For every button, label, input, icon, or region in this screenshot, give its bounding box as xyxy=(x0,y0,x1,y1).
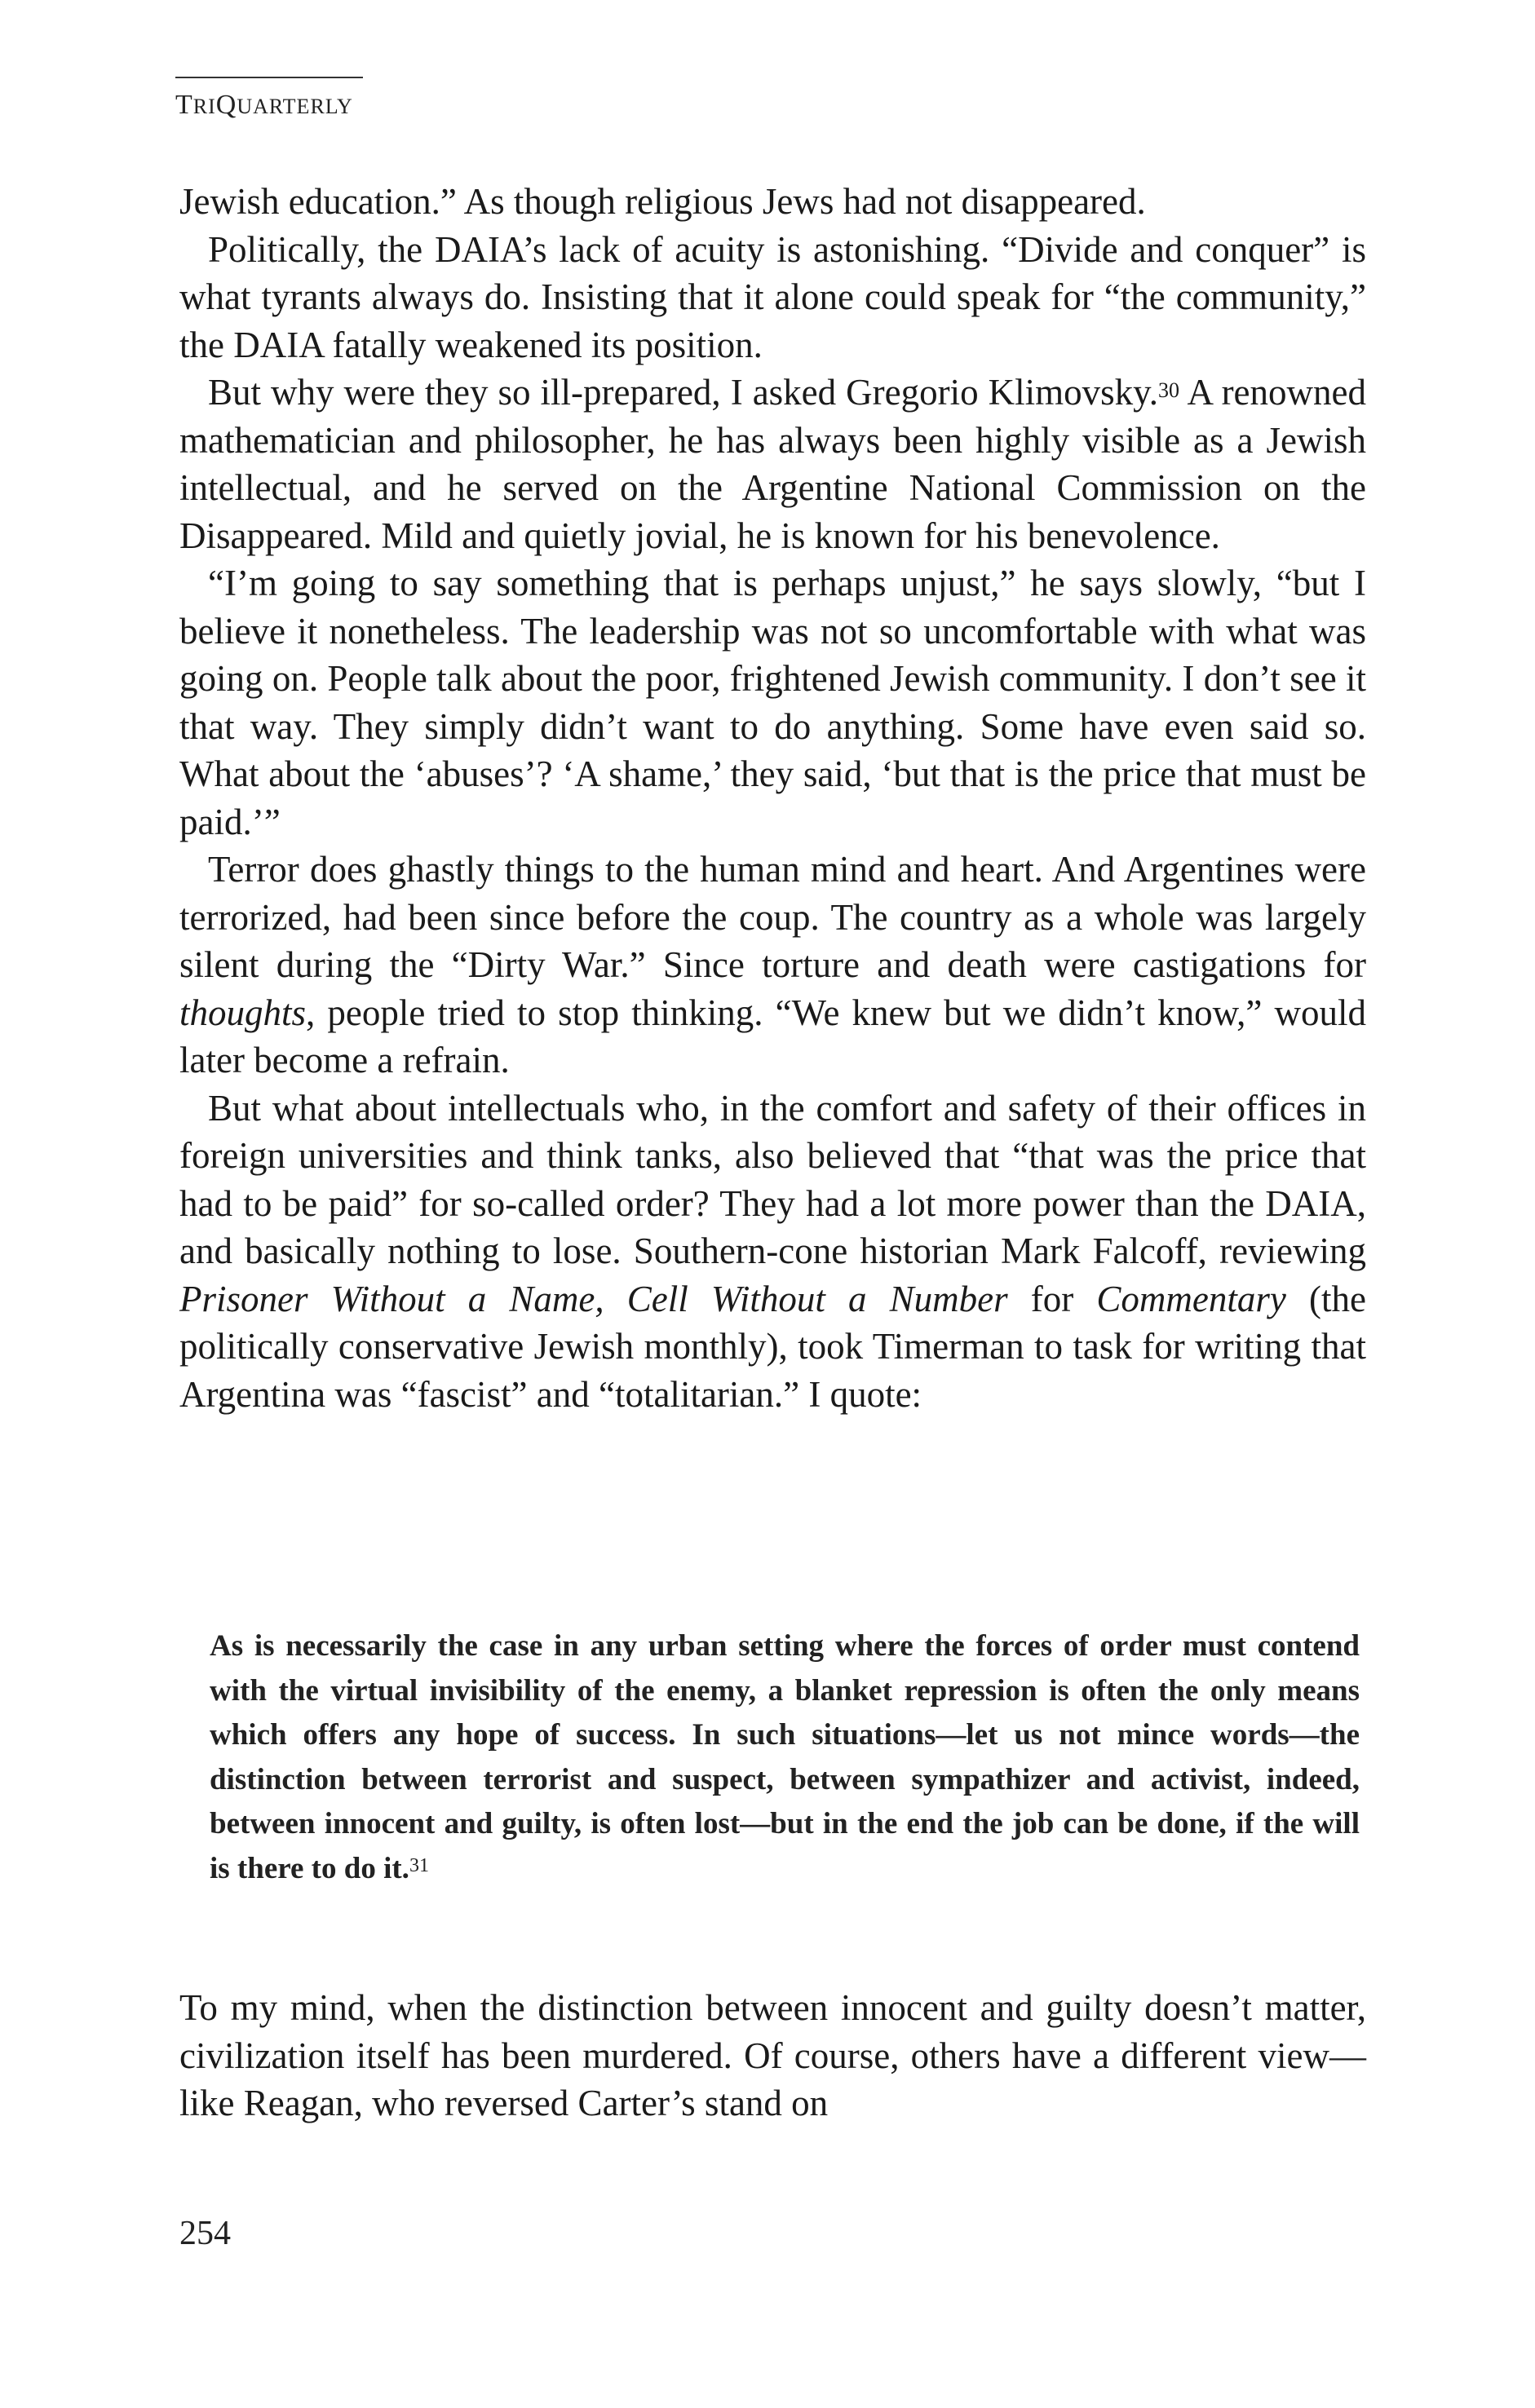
paragraph-4: “I’m going to say something that is perhaps unjust,” he says slowly, “but I believe it nonetheless. The leadership was not so uncomfortable with what was going on. People talk about the poor, frightened Jewish community. I don’t see it that way. They simply didn’t want to do anything. Some have even said so. What about the ‘abuses’? ‘A shame,’ they said, ‘but that is the price that must be paid.’” xyxy=(179,563,1366,842)
block-quote xyxy=(210,1624,1360,1891)
running-head-initial: T xyxy=(175,90,193,120)
magazine-title: Commentary xyxy=(1096,1278,1286,1319)
paragraph-5-start: Terror does ghastly things to the human mind and heart. And Argentines were terrorized, had been since before the coup. The country as a whole was largely silent during the “Dirty War.” Since torture and death were castigations for xyxy=(179,849,1366,985)
running-head-ri: RI xyxy=(192,95,216,118)
running-head xyxy=(175,90,353,121)
paragraph-3-start: But why were they so ill-prepared, I asked Gregorio Klimovsky. xyxy=(208,372,1158,413)
header-rule xyxy=(175,77,363,78)
paragraph-1: Jewish education.” As though religious Jews had not disappeared. xyxy=(179,181,1146,222)
paragraph-3 xyxy=(179,369,1366,559)
footnote-ref-31: 31 xyxy=(409,1854,429,1876)
paragraph-6-start: But what about intellectuals who, in the comfort and safety of their offices in foreign universities and think tanks, also believed that “that was the price that had to be paid” for so-called order? They had a lot more power than the DAIA, and basically nothing to lose. Southern-cone historian Mark Falcoff, reviewing xyxy=(179,1087,1366,1271)
book-title: Prisoner Without a Name, Cell Without a Number xyxy=(179,1278,1008,1319)
paragraph-7: To my mind, when the distinction between innocent and guilty doesn’t matter, civilization itself has been murdered. Of course, others have a different view—like Reagan, who reversed Carter’s stand on xyxy=(179,1987,1366,2123)
paragraph-5-rest: , people tried to stop thinking. “We knew but we didn’t know,” would later become a refrain. xyxy=(179,992,1366,1080)
body-text xyxy=(179,178,1366,1418)
paragraph-6-mid: for xyxy=(1007,1278,1097,1319)
paragraph-5 xyxy=(179,846,1366,1085)
page-number: 254 xyxy=(179,2215,231,2252)
paragraph-5-emphasis: thoughts xyxy=(179,992,307,1033)
paragraph-6-rest: (the politically conservative Jewish monthly), took Timerman to task for writing that Argentina was “fascist” and “totalitarian.” I quote: xyxy=(179,1278,1366,1415)
after-quote-text xyxy=(179,1984,1366,2127)
footnote-ref-30: 30 xyxy=(1158,378,1179,402)
running-head-tail: UARTERLY xyxy=(237,95,353,118)
block-quote-text: As is necessarily the case in any urban setting where the forces of order must contend with the virtual invisibility of the enemy, a blanket repression is often the only means which offers any hope of success. In such situations—let us not mince words—the distinction between terrorist and suspect, between sympathizer and activist, indeed, between innocent and guilty, is often lost—but in the end the job can be done, if the will is there to do it. xyxy=(210,1629,1360,1885)
paragraph-6 xyxy=(179,1085,1366,1419)
paragraph-3-rest: A renowned mathematician and philosopher, he has always been highly visible as a Jewish intellectual, and he served on the Argentine National Commission on the Disappeared. Mild and quietly jovial, he is known for his benevolence. xyxy=(179,372,1367,556)
running-head-q: Q xyxy=(215,90,237,120)
paragraph-2: Politically, the DAIA’s lack of acuity is astonishing. “Divide and conquer” is what tyrants always do. Insisting that it alone could speak for “the community,” the DAIA fatally weakened its position. xyxy=(179,228,1366,365)
